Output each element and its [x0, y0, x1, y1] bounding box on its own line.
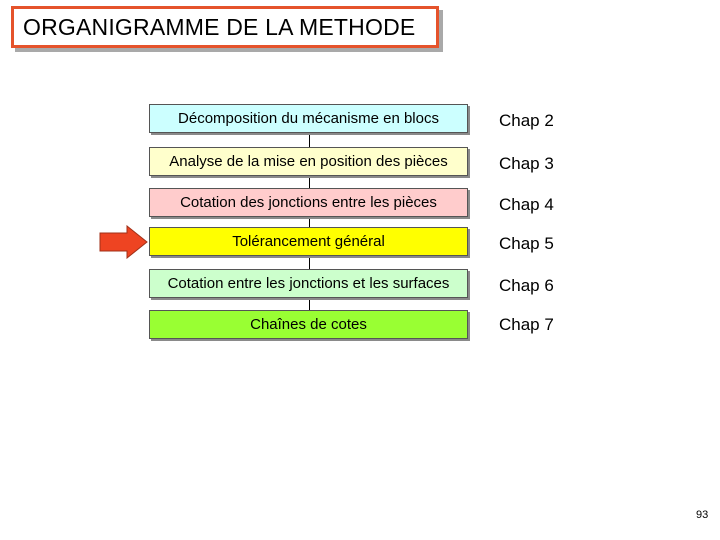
- step-label: Cotation entre les jonctions et les surfaces: [167, 275, 450, 292]
- step-box-4-current: [149, 227, 468, 256]
- current-step-arrow-icon: [99, 225, 149, 259]
- step-label: Cotation des jonctions entre les pièces: [180, 194, 437, 211]
- step-label: Décomposition du mécanisme en blocs: [178, 110, 439, 127]
- step-chapter-2: Chap 3: [499, 154, 554, 173]
- step-label: Tolérancement général: [232, 233, 385, 250]
- step-box-3: [149, 188, 468, 217]
- step-chapter-3: Chap 4: [499, 195, 554, 214]
- title-box: [11, 6, 439, 48]
- step-box-6: [149, 310, 468, 339]
- page-title: ORGANIGRAMME DE LA METHODE: [23, 14, 416, 40]
- step-chapter-1: Chap 2: [499, 111, 554, 130]
- step-chapter-4: Chap 5: [499, 234, 554, 253]
- page-number: 93: [696, 509, 709, 521]
- step-chapter-6: Chap 7: [499, 315, 554, 334]
- step-box-2: [149, 147, 468, 176]
- step-label: Analyse de la mise en position des pièces: [169, 153, 448, 170]
- step-chapter-5: Chap 6: [499, 276, 554, 295]
- step-box-1: [149, 104, 468, 133]
- step-box-5: [149, 269, 468, 298]
- step-label: Chaînes de cotes: [250, 316, 367, 333]
